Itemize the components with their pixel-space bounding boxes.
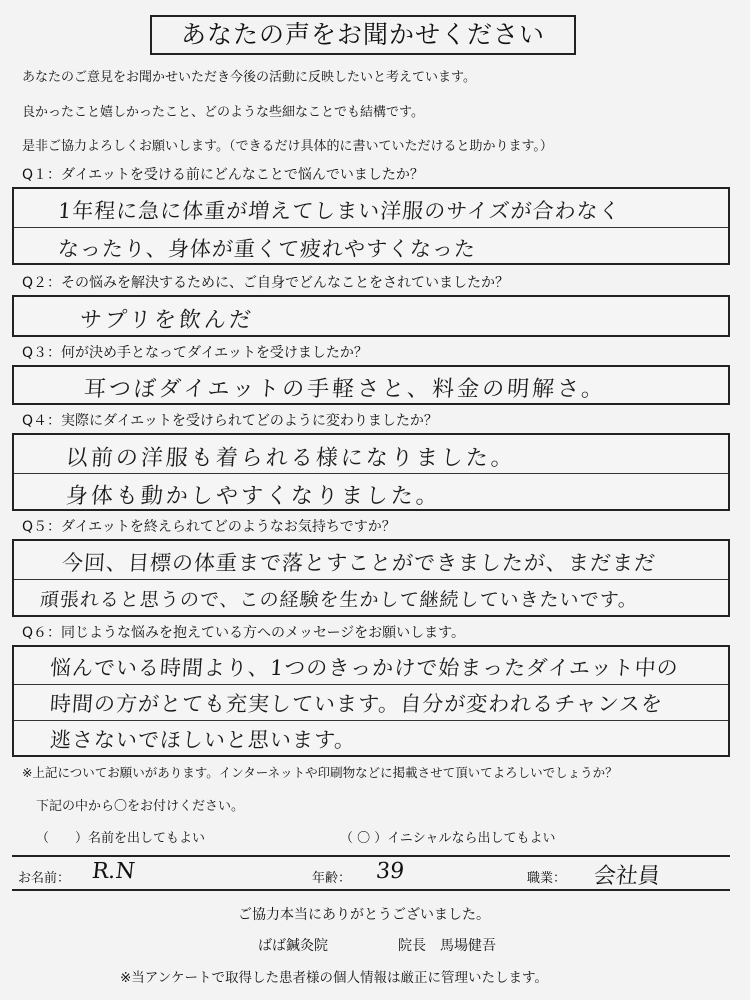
answer-1-line-2: なったり、身体が重くて疲れやすくなった [57, 237, 477, 261]
question-4: Q４：実際にダイエットを受けられてどのように変わりましたか？ [22, 413, 438, 429]
job-label: 職業： [527, 871, 567, 886]
answer-box-2 [12, 295, 730, 337]
answer-3-line-1: 耳つぼダイエットの手軽さと、料金の明解さ。 [82, 377, 608, 402]
thanks-message: ご協力本当にありがとうございました。 [238, 907, 490, 923]
age-value[interactable]: 39 [374, 859, 406, 884]
age-label: 年齢： [312, 871, 352, 886]
answer-box-5 [12, 539, 730, 617]
name-value[interactable]: R.N [90, 859, 137, 884]
choose-prompt: 下記の中から〇をお付けください。 [36, 799, 245, 814]
answer-rule [14, 473, 728, 474]
answer-1-line-1: 1年程に急に体重が増えてしまい洋服のサイズが合わなく [57, 199, 622, 223]
intro-line-1: あなたのご意見をお聞かせいただき今後の活動に反映したいと考えています。 [22, 70, 476, 85]
clinic-name: ばば鍼灸院 [258, 938, 328, 954]
answer-4-line-2: 身体も動かしやすくなりました。 [64, 484, 442, 509]
job-value[interactable]: 会社員 [592, 864, 662, 889]
answer-box-6 [12, 645, 730, 757]
answer-6-line-1: 悩んでいる時間より、1つのきっかけで始まったダイエット中の [49, 656, 680, 680]
option-name-ok[interactable]: （ ）名前を出してもよい [36, 831, 206, 846]
option-initials-ok[interactable]: （ 〇 ）イニシャルなら出してもよい [340, 831, 556, 846]
answer-rule [14, 684, 728, 685]
question-5: Q５：ダイエットを終えられてどのようなお気持ちですか？ [22, 519, 396, 535]
question-2: Q２：その悩みを解決するために、ご自身でどんなことをされていましたか？ [22, 275, 510, 291]
intro-line-2: 良かったこと嬉しかったこと、どのような些細なことでも結構です。 [22, 105, 424, 120]
answer-4-line-1: 以前の洋服も着られる様になりました。 [64, 446, 517, 471]
answer-rule [14, 579, 728, 580]
page-title: あなたの声をお聞かせください [150, 15, 576, 55]
answer-rule [14, 720, 728, 721]
answer-5-line-2: 頑張れると思うので、この経験を生かして継続していきたいです。 [39, 589, 639, 611]
name-label: お名前： [18, 871, 71, 886]
answer-box-4 [12, 433, 730, 511]
question-3: Q３：何が決め手となってダイエットを受けましたか？ [22, 345, 368, 361]
director-name: 院長 馬場健吾 [398, 938, 496, 954]
publication-notice: ※上記についてお願いがあります。インターネットや印刷物などに掲載させて頂いてよろしいでしょうか？ [22, 765, 618, 780]
respondent-info-row [12, 855, 730, 891]
question-6: Q６：同じような悩みを抱えている方へのメッセージをお願いします。 [22, 625, 466, 641]
question-1: Q１：ダイエットを受ける前にどんなことで悩んでいましたか？ [22, 167, 424, 183]
answer-6-line-3: 逃さないでほしいと思います。 [49, 728, 358, 752]
answer-box-3 [12, 365, 730, 405]
answer-2-line-1: サプリを飲んだ [78, 308, 255, 333]
answer-box-1 [12, 187, 730, 265]
privacy-note: ※当アンケートで取得した患者様の個人情報は厳正に管理いたします。 [120, 970, 548, 986]
answer-rule [14, 227, 728, 228]
answer-6-line-2: 時間の方がとても充実しています。自分が変われるチャンスを [49, 692, 664, 716]
answer-5-line-1: 今回、目標の体重まで落とすことができましたが、まだまだ [61, 551, 657, 575]
intro-line-3: 是非ご協力よろしくお願いします。（できるだけ具体的に書いていただけると助かります。） [22, 139, 553, 154]
